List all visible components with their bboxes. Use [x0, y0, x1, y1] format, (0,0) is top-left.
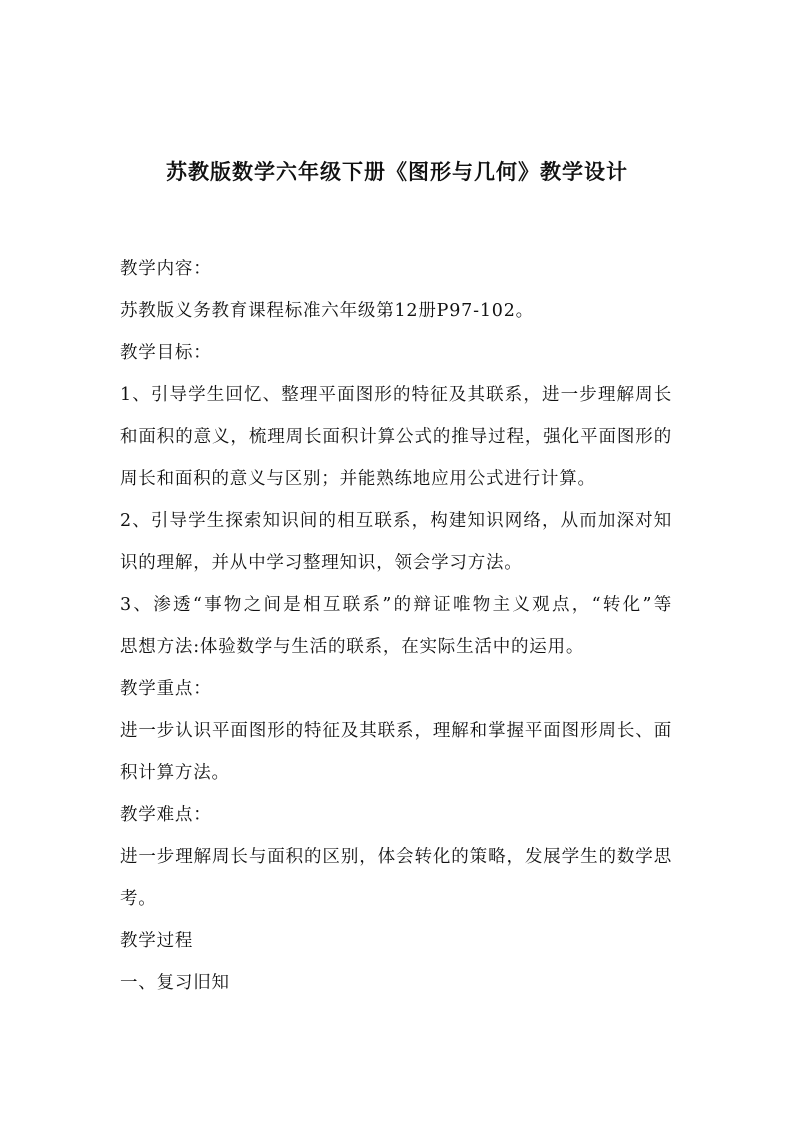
paragraph-line: 和面积的意义，梳理周长面积计算公式的推导过程，强化平面图形的 — [120, 427, 672, 447]
paragraph-line: 苏教版义务教育课程标准六年级第12册P97-102。 — [120, 301, 534, 321]
paragraph-line: 识的理解，并从中学习整理知识，领会学习方法。 — [120, 553, 523, 573]
section-heading-key-points: 教学重点： — [120, 679, 212, 699]
paragraph-line: 积计算方法。 — [120, 763, 230, 783]
section-heading-process: 教学过程 — [120, 931, 194, 951]
paragraph-line: 思想方法:体验数学与生活的联系，在实际生活中的运用。 — [120, 637, 585, 657]
section-heading-difficulties: 教学难点： — [120, 805, 212, 825]
section-heading-content: 教学内容： — [120, 259, 212, 279]
paragraph-line: 周长和面积的意义与区别；并能熟练地应用公式进行计算。 — [120, 469, 596, 489]
paragraph-line: 考。 — [120, 889, 157, 909]
paragraph-line: 1、引导学生回忆、整理平面图形的特征及其联系，进一步理解周长 — [120, 385, 672, 405]
paragraph-line: 进一步认识平面图形的特征及其联系，理解和掌握平面图形周长、面 — [120, 721, 672, 741]
document-title: 苏教版数学六年级下册《图形与几何》教学设计 — [166, 160, 628, 184]
paragraph-line: 进一步理解周长与面积的区别，体会转化的策略，发展学生的数学思 — [120, 847, 672, 867]
subsection-heading-review: 一、复习旧知 — [120, 973, 230, 993]
paragraph-line: 2、引导学生探索知识间的相互联系，构建知识网络，从而加深对知 — [120, 511, 672, 531]
document-body — [120, 248, 672, 1004]
paragraph-line: 3、渗透“事物之间是相互联系”的辩证唯物主义观点，“转化”等 — [120, 595, 672, 615]
section-heading-objectives: 教学目标： — [120, 343, 212, 363]
